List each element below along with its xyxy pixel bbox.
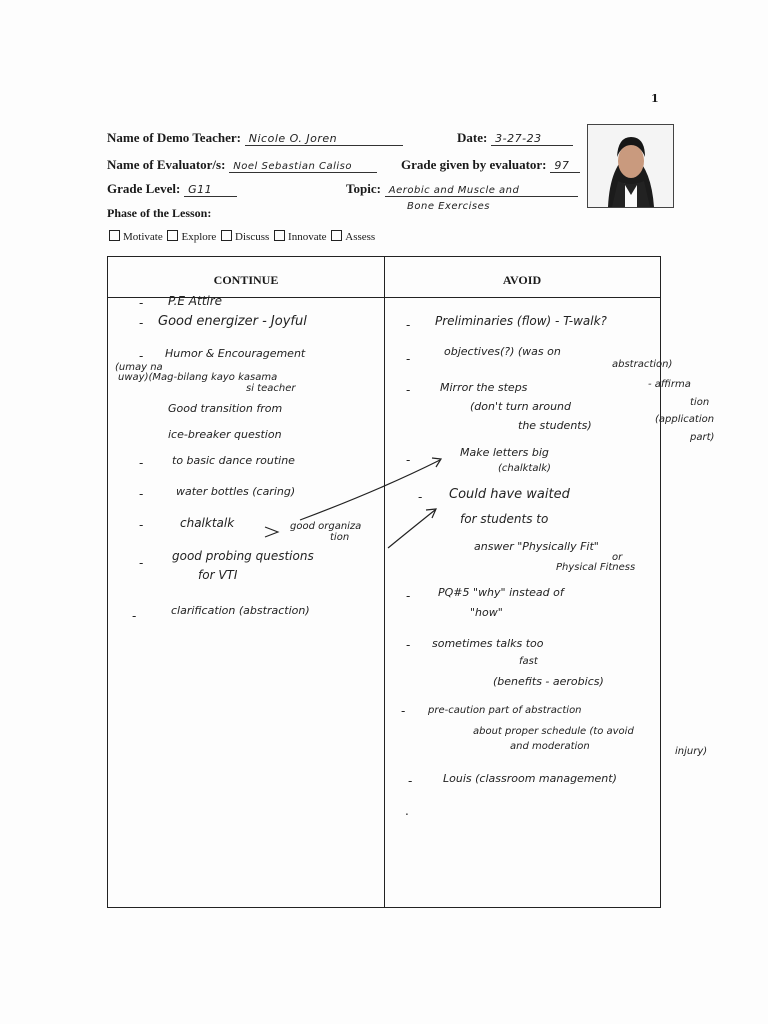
grade-given-row — [401, 157, 580, 173]
evaluator-label: Name of Evaluator/s: — [107, 157, 226, 172]
avoid-note-8d: injury) — [675, 746, 708, 757]
continue-note-5b: ice-breaker question — [168, 428, 282, 441]
bullet-dash: - — [139, 487, 144, 501]
avoid-note-1: Preliminaries (flow) - T-walk? — [435, 314, 607, 328]
continue-note-4b: uway)(Mag-bilang kayo kasama — [118, 372, 278, 383]
topic-value-line1: Aerobic and Muscle and — [385, 185, 578, 197]
avoid-note-2b: abstraction) — [612, 359, 673, 370]
continue-note-8b: good organiza — [290, 521, 362, 532]
grade-given-label: Grade given by evaluator: — [401, 157, 547, 172]
bullet-dash: - — [132, 609, 137, 623]
avoid-note-3b: - affirma — [648, 379, 691, 390]
discuss-checkbox[interactable] — [221, 230, 232, 241]
bullet-dash: - — [401, 704, 406, 718]
avoid-note-3: Mirror the steps — [440, 381, 528, 394]
continue-note-2: Good energizer - Joyful — [158, 314, 307, 329]
bullet-dash: - — [139, 349, 144, 363]
grade-level-label: Grade Level: — [107, 181, 181, 196]
evaluator-value: Noel Sebastian Caliso — [229, 161, 377, 173]
avoid-note-3c: (don't turn around — [470, 400, 572, 413]
date-value: 3-27-23 — [491, 132, 573, 146]
avoid-note-3d: tion — [690, 397, 710, 408]
avoid-note-4b: (chalktalk) — [498, 463, 551, 474]
avoid-note-8a: pre-caution part of abstraction — [428, 705, 582, 716]
avoid-note-7b: fast — [519, 656, 538, 667]
avoid-note-2: objectives(?) (was on — [444, 345, 561, 358]
continue-note-6: to basic dance routine — [172, 454, 295, 467]
bullet-dash: - — [139, 518, 144, 532]
date-row — [457, 130, 573, 146]
motivate-label: Motivate — [123, 231, 163, 243]
avoid-note-9: Louis (classroom management) — [443, 772, 617, 785]
explore-label: Explore — [181, 231, 217, 243]
avoid-note-3e: the students) — [518, 419, 592, 432]
teacher-label: Name of Demo Teacher: — [107, 130, 241, 145]
phase-checkboxes — [107, 230, 375, 243]
bullet-dash: - — [139, 296, 144, 310]
continue-note-1: P.E Attire — [168, 294, 223, 308]
bullet-dash: . — [405, 804, 409, 818]
phase-label: Phase of the Lesson: — [107, 206, 212, 220]
teacher-value: Nicole O. Joren — [245, 132, 403, 146]
teacher-photo — [587, 124, 674, 208]
bullet-dash: - — [406, 352, 411, 366]
continue-note-9a: good probing questions — [172, 549, 314, 563]
bullet-dash: - — [406, 383, 411, 397]
avoid-note-8c: and moderation — [510, 741, 590, 752]
bullet-dash: - — [139, 316, 144, 330]
avoid-note-3f: (application — [655, 414, 715, 425]
avoid-note-6b: "how" — [470, 606, 503, 619]
grade-level-value: G11 — [184, 183, 237, 197]
avoid-note-7a: sometimes talks too — [432, 637, 544, 650]
avoid-note-7c: (benefits - aerobics) — [493, 675, 604, 688]
bullet-dash: - — [408, 774, 413, 788]
continue-note-10: clarification (abstraction) — [171, 604, 310, 617]
bullet-dash: - — [418, 490, 423, 504]
bullet-dash: - — [406, 318, 411, 332]
topic-row — [346, 181, 578, 197]
grade-level-row — [107, 181, 237, 197]
innovate-checkbox[interactable] — [274, 230, 285, 241]
continue-note-5a: Good transition from — [168, 402, 283, 415]
assess-label: Assess — [345, 231, 376, 243]
grade-given-value: 97 — [550, 159, 580, 173]
bullet-dash: - — [406, 589, 411, 603]
continue-note-9b: for VTI — [198, 568, 238, 582]
avoid-note-6a: PQ#5 "why" instead of — [438, 586, 564, 599]
continue-note-7: water bottles (caring) — [176, 485, 296, 498]
explore-checkbox[interactable] — [167, 230, 178, 241]
page-number: 1 — [651, 92, 659, 105]
motivate-checkbox[interactable] — [109, 230, 120, 241]
evaluator-row — [107, 157, 377, 173]
discuss-label: Discuss — [235, 231, 270, 243]
continue-note-8: chalktalk — [180, 516, 235, 530]
continue-note-4a: (umay na — [115, 362, 163, 373]
topic-value-line2: Bone Exercises — [407, 201, 490, 212]
assess-checkbox[interactable] — [331, 230, 342, 241]
continue-note-3: Humor & Encouragement — [165, 347, 306, 360]
avoid-header: AVOID — [502, 273, 542, 287]
avoid-note-5b: for students to — [460, 512, 549, 526]
column-divider — [384, 257, 385, 907]
date-label: Date: — [457, 130, 488, 145]
bullet-dash: - — [406, 638, 411, 652]
continue-header: CONTINUE — [213, 273, 279, 287]
bullet-dash: - — [139, 556, 144, 570]
avoid-note-5d: or — [612, 552, 623, 563]
bullet-dash: - — [139, 456, 144, 470]
portrait-image — [588, 125, 673, 207]
teacher-row — [107, 130, 403, 146]
avoid-note-3g: part) — [690, 432, 715, 443]
avoid-note-4a: Make letters big — [460, 446, 549, 459]
bullet-dash: - — [406, 453, 411, 467]
innovate-label: Innovate — [288, 231, 327, 243]
avoid-note-5a: Could have waited — [449, 487, 570, 502]
avoid-note-5c: answer "Physically Fit" — [474, 540, 599, 553]
avoid-note-5e: Physical Fitness — [556, 562, 636, 573]
topic-label: Topic: — [346, 181, 381, 196]
continue-note-8c: tion — [330, 532, 350, 543]
continue-note-4c: si teacher — [246, 383, 296, 394]
avoid-note-8b: about proper schedule (to avoid — [473, 726, 634, 737]
